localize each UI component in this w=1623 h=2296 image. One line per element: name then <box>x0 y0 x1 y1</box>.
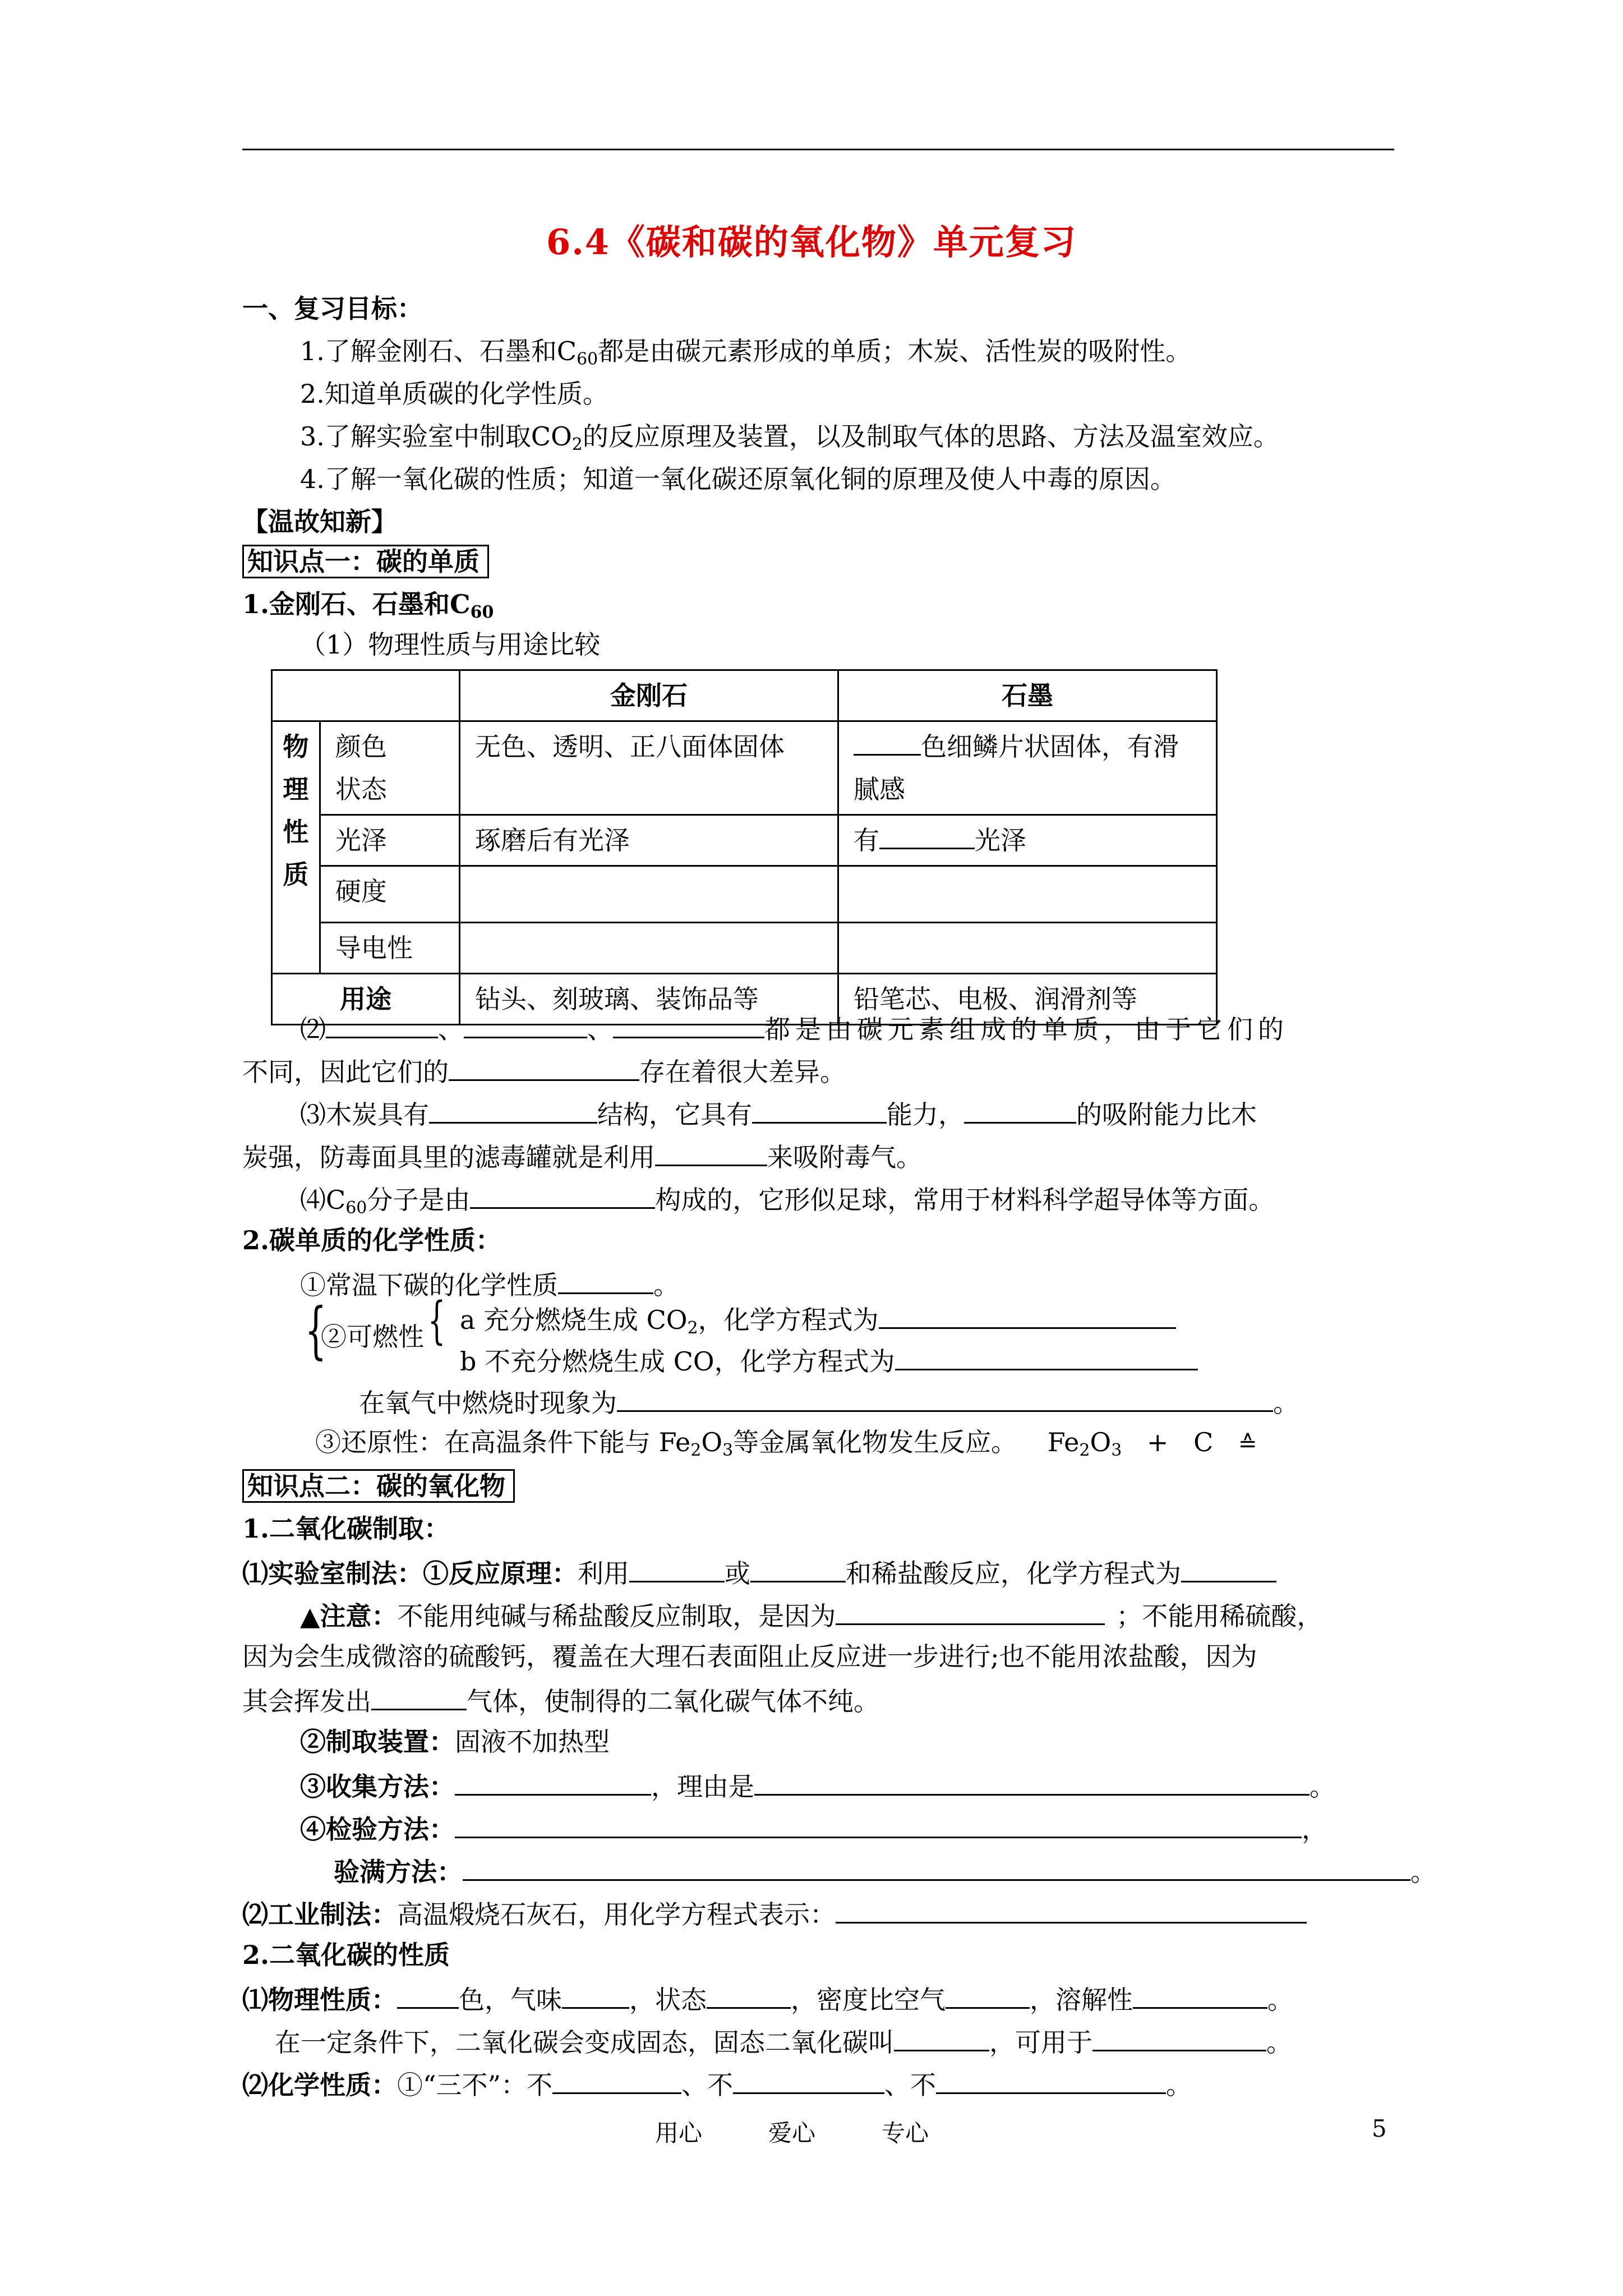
blank-phys-2[interactable] <box>562 1980 629 2009</box>
section-heading-goals: 一、复习目标： <box>242 293 423 324</box>
kp2-full-test: 验满方法： 。 <box>334 1852 1436 1889</box>
blank-q3-1[interactable] <box>429 1095 597 1124</box>
cell-diamond-hardness[interactable] <box>460 866 838 923</box>
kp2-collection: ③收集方法： ，理由是 。 <box>300 1767 1335 1804</box>
blank-full-test[interactable] <box>463 1852 1410 1881</box>
blank-chem-a[interactable] <box>552 2065 681 2094</box>
col-header-diamond: 金刚石 <box>460 670 838 721</box>
kp1-sub-heading: （1）物理性质与用途比较 <box>300 629 601 660</box>
blank-chem-c[interactable] <box>936 2065 1166 2094</box>
goal-3: 3.了解实验室中制取$CO_2$的反应原理及装置，以及制取气体的思路、方法及温室效应。 <box>300 421 1279 454</box>
heat-equals-icon: ≙ <box>1238 1431 1257 1457</box>
group-label-physical: 物 理 性 质 <box>272 721 320 974</box>
cell-graphite-conductivity[interactable] <box>838 923 1217 974</box>
kp1-q3-line2: 炭强，防毒面具里的滤毒罐就是利用 来吸附毒气。 <box>242 1138 922 1175</box>
blank-chem-b[interactable] <box>733 2065 884 2094</box>
kp2-heading-1: 1.二氧化碳制取： <box>242 1513 450 1544</box>
blank-phys-5[interactable] <box>1133 1980 1267 2009</box>
blank-q2-4[interactable] <box>449 1052 639 1081</box>
blank-collect-1[interactable] <box>455 1767 651 1796</box>
blank-q2-2[interactable] <box>464 1010 587 1038</box>
table-row <box>272 866 1217 923</box>
goal-2: 2.知道单质碳的化学性质。 <box>300 379 608 409</box>
blank-industrial[interactable] <box>836 1895 1307 1924</box>
col-header-graphite: 石墨 <box>838 670 1217 721</box>
kp1-q2-line1: ⑵ 、 、 都是由碳元素组成的单质，由于它们的 <box>300 1010 1289 1047</box>
row-label-luster: 光泽 <box>320 815 459 866</box>
blank-lab-1[interactable] <box>629 1554 725 1582</box>
blank-lab-2[interactable] <box>750 1554 846 1582</box>
blank-chem-1[interactable] <box>558 1266 653 1294</box>
kp1-chem-2a: a 充分燃烧生成 $CO_2$，化学方程式为 <box>460 1300 1176 1346</box>
kp2-chemical: ⑵化学性质：①“三不”：不 、不 、不 。 <box>242 2065 1192 2102</box>
blank-graphite-color[interactable] <box>854 727 921 756</box>
blank-collect-2[interactable] <box>754 1767 1310 1796</box>
blank-chem-2c[interactable] <box>617 1383 1273 1412</box>
kp1-chem-1: ①常温下碳的化学性质 。 <box>300 1266 679 1303</box>
kp1-chem-2b: b 不充分燃烧生成 CO，化学方程式为 <box>460 1342 1198 1379</box>
footer-motto-2: 爱心 <box>768 2119 816 2147</box>
kp2-lab-method: ⑴实验室制法：①反应原理：利用 或 和稀盐酸反应，化学方程式为 <box>242 1554 1276 1591</box>
table-row <box>272 815 1217 866</box>
footer-motto-1: 用心 <box>655 2119 703 2147</box>
kp1-heading-1: 1.金刚石、石墨和$C_{60}$ <box>242 589 494 622</box>
blank-note-1[interactable] <box>836 1596 1105 1625</box>
page-title: 6.4《碳和碳的氧化物》单元复习 <box>546 222 1077 263</box>
cell-graphite-luster: 有 光泽 <box>838 815 1217 866</box>
cell-diamond-use: 钻头、刻玻璃、装饰品等 <box>460 974 838 1025</box>
blank-phys-3[interactable] <box>707 1980 791 2009</box>
kp2-dry-ice: 在一定条件下，二氧化碳会变成固态，固态二氧化碳叫 ，可用于 。 <box>275 2023 1292 2060</box>
blank-lab-3[interactable] <box>1181 1554 1276 1582</box>
kp1-chem-2c: 在氧气中燃烧时现象为 。 <box>359 1383 1299 1420</box>
page-number: 5 <box>1372 2115 1387 2142</box>
comparison-table <box>271 669 1218 1025</box>
blank-dry-2[interactable] <box>1092 2023 1266 2051</box>
blank-test[interactable] <box>455 1810 1302 1838</box>
cell-graphite-color: 色细鳞片状固体，有滑 腻感 <box>838 721 1217 815</box>
blank-chem-2b[interactable] <box>895 1342 1198 1370</box>
kp1-q2-line2: 不同，因此它们的 存在着很大差异。 <box>242 1052 846 1089</box>
blank-q3-2[interactable] <box>752 1095 887 1124</box>
kp1-q3-line1: ⑶木炭具有 结构，它具有 能力， 的吸附能力比木 <box>300 1095 1257 1132</box>
kp2-industrial: ⑵工业制法：高温煅烧石灰石，用化学方程式表示： <box>242 1895 1307 1932</box>
kp2-note-line1: ▲注意：不能用纯碱与稀盐酸反应制取，是因为 ；不能用稀硫酸， <box>300 1596 1322 1634</box>
blank-graphite-luster[interactable] <box>879 821 975 849</box>
cell-diamond-luster: 琢磨后有光泽 <box>460 815 838 866</box>
blank-dry-1[interactable] <box>894 2023 989 2051</box>
kp2-device: ②制取装置：固液不加热型 <box>300 1727 610 1757</box>
blank-chem-2a[interactable] <box>879 1300 1176 1329</box>
kp2-note-line3: 其会挥发出 气体，使制得的二氧化碳气体不纯。 <box>242 1682 879 1719</box>
table-row <box>272 923 1217 974</box>
cell-graphite-use: 铅笔芯、电极、润滑剂等 <box>838 974 1217 1025</box>
row-label-hardness: 硬度 <box>320 866 459 923</box>
kp1-chem-3: ③还原性：在高温条件下能与 $Fe_2O_3$等金属氧化物发生反应。 $Fe_2O_3 + C$ ≙ <box>315 1427 1257 1460</box>
cell-diamond-color: 无色、透明、正八面体固体 <box>460 721 838 815</box>
blank-note-2[interactable] <box>371 1682 467 1710</box>
row-label-conductivity: 导电性 <box>320 923 459 974</box>
review-heading: 【温故知新】 <box>242 507 397 537</box>
blank-phys-4[interactable] <box>946 1980 1030 2009</box>
knowledge-point-2-box: 知识点二：碳的氧化物 <box>242 1469 515 1503</box>
brace-outer-icon: { <box>305 1294 327 1366</box>
goal-1: 1.了解金刚石、石墨和$C_{60}$都是由碳元素形成的单质；木炭、活性炭的吸附性。 <box>300 336 1192 369</box>
header-rule <box>242 149 1394 150</box>
kp2-physical: ⑴物理性质： 色，气味 ，状态 ，密度比空气 ，溶解性 。 <box>242 1980 1293 2017</box>
kp1-chem-2-label: ②可燃性 <box>321 1322 424 1352</box>
blank-q2-1[interactable] <box>326 1010 438 1038</box>
cell-graphite-hardness[interactable] <box>838 866 1217 923</box>
kp2-test: ④检验方法： ， <box>300 1810 1327 1847</box>
kp1-heading-2: 2.碳单质的化学性质： <box>242 1225 502 1255</box>
brace-inner-icon: { <box>427 1291 446 1350</box>
blank-q3-3[interactable] <box>964 1095 1076 1124</box>
cell-diamond-conductivity[interactable] <box>460 923 838 974</box>
blank-q4[interactable] <box>470 1180 655 1209</box>
table-row <box>272 721 1217 815</box>
kp2-note-line2: 因为会生成微溶的硫酸钙，覆盖在大理石表面阻止反应进一步进行;也不能用浓盐酸，因为 <box>242 1641 1257 1672</box>
kp2-heading-2: 2.二氧化碳的性质 <box>242 1940 450 1970</box>
knowledge-point-1-box: 知识点一：碳的单质 <box>242 544 489 579</box>
kp1-q4: $⑷C_{60}$分子是由 构成的，它形似足球，常用于材料科学超导体等方面。 <box>300 1180 1274 1226</box>
blank-q3-4[interactable] <box>655 1138 767 1166</box>
table-corner-cell <box>272 670 460 721</box>
footer-motto-3: 专心 <box>882 2119 929 2147</box>
row-label-use: 用途 <box>272 974 460 1025</box>
goal-4: 4.了解一氧化碳的性质；知道一氧化碳还原氧化铜的原理及使人中毒的原因。 <box>300 464 1176 494</box>
blank-phys-1[interactable] <box>397 1980 459 2009</box>
blank-q2-3[interactable] <box>613 1010 764 1038</box>
row-label-color-state: 颜色 状态 <box>320 721 459 815</box>
table-header-row <box>272 670 1217 721</box>
